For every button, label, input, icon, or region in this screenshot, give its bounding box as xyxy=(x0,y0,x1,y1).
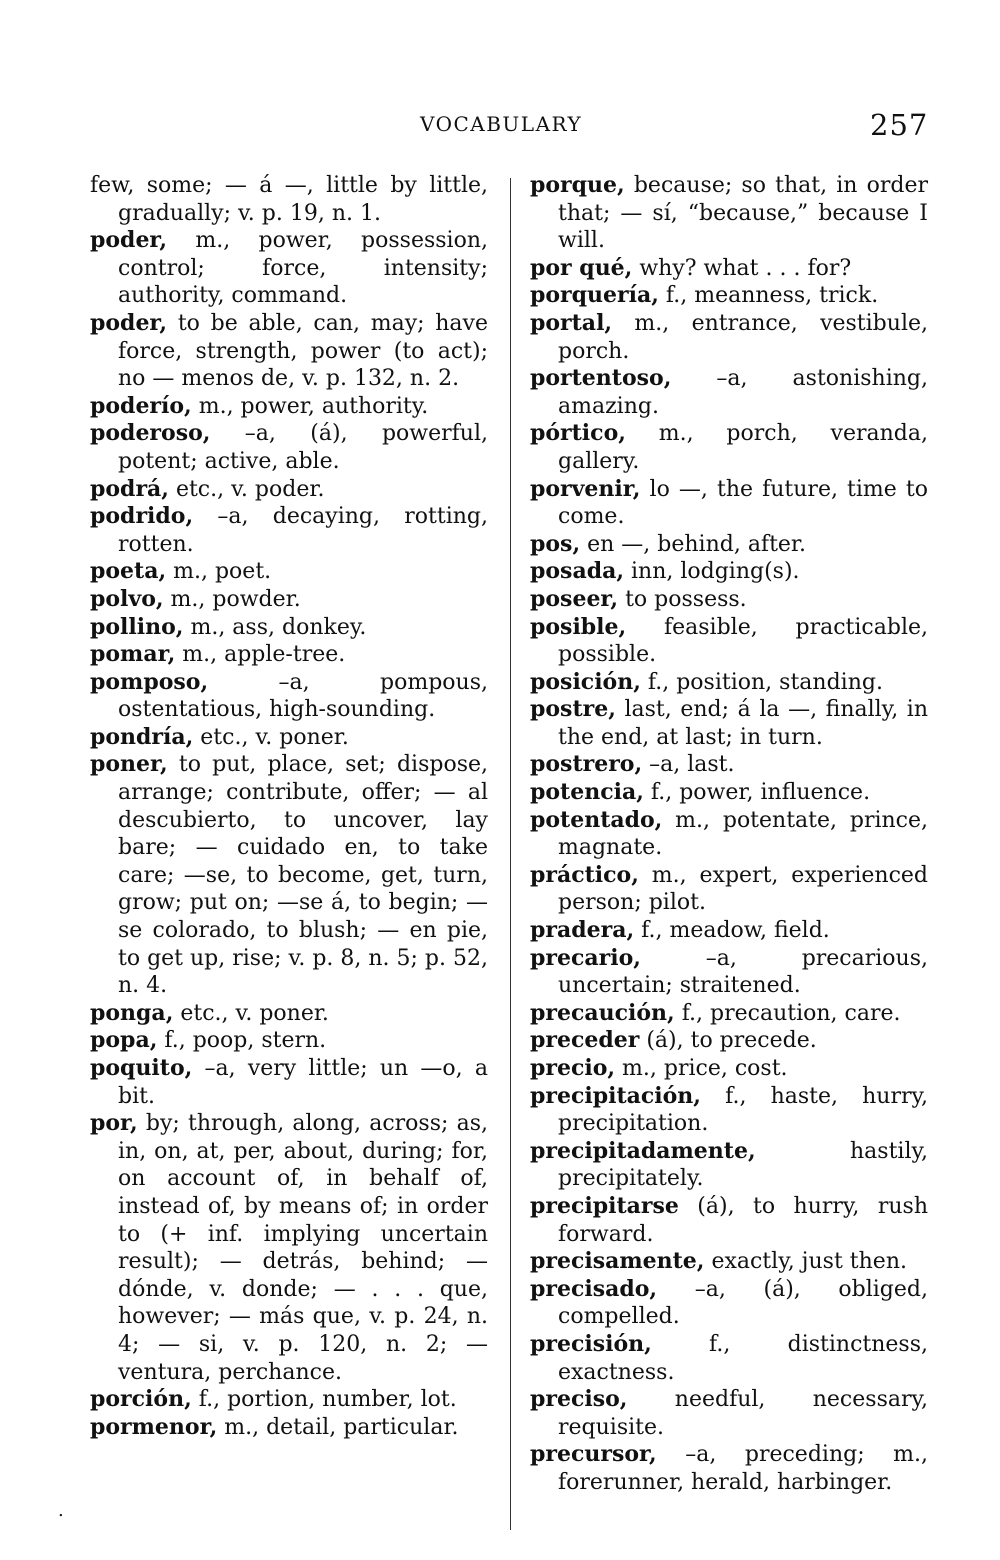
dictionary-entry xyxy=(90,476,488,504)
dictionary-entry xyxy=(530,1386,928,1441)
dictionary-entry xyxy=(530,1138,928,1193)
entry-headword: precipitadamente, xyxy=(530,1137,756,1164)
dictionary-entry xyxy=(90,724,488,752)
dictionary-entry xyxy=(530,945,928,1000)
entry-definition: f., meanness, trick. xyxy=(658,283,879,309)
entry-definition: –a, precarious, uncertain; straitened. xyxy=(558,945,928,999)
entry-headword: portentoso, xyxy=(530,365,672,392)
entry-definition: m., price, cost. xyxy=(615,1056,788,1081)
entry-definition: m., expert, experienced person; pilot. xyxy=(558,862,928,916)
entry-definition: f., precaution, care. xyxy=(674,1000,901,1026)
entry-headword: poder, xyxy=(90,309,168,336)
entry-definition: f., poop, stern. xyxy=(157,1028,327,1054)
entry-headword: poder, xyxy=(90,227,168,254)
dictionary-entry xyxy=(530,1248,928,1276)
entry-definition: by; through, along, across; as, in, on, at, per, about, during; for, on account of, in behalf of, instead of, by means of; in order to (+ inf. implying uncertain result); — detrás, behind; — dónde, v. donde; — . . . que, however; — más que, v. p. 24, n. 4; — si, v. p. 120, n. 2; — ventura, perchance. xyxy=(118,1111,488,1385)
running-head: VOCABULARY xyxy=(420,112,583,136)
dictionary-entry xyxy=(530,751,928,779)
entry-definition: –a, (á), obliged, compelled. xyxy=(558,1276,928,1330)
dictionary-entry xyxy=(90,420,488,475)
page-number: 257 xyxy=(870,108,929,142)
dictionary-entry xyxy=(90,172,488,227)
entry-definition: to put, place, set; dispose, arrange; contribute, offer; — al descubierto, to uncover, lay bare; — cuidado en, to take care; —se, to become, get, turn, grow; put on; —se á, to begin; —se colorado, to blush; — en pie, to get up, rise; v. p. 8, n. 5; p. 52, n. 4. xyxy=(118,752,488,999)
stray-mark: . xyxy=(58,1500,64,1521)
entry-headword: poderoso, xyxy=(90,420,211,447)
entry-headword: postrero, xyxy=(530,751,643,778)
dictionary-entry xyxy=(90,310,488,393)
entry-headword: poderío, xyxy=(90,392,192,419)
entry-definition: exactly, just then. xyxy=(704,1249,907,1275)
entry-definition: why? what . . . for? xyxy=(632,255,852,281)
dictionary-entry xyxy=(90,1055,488,1110)
entry-definition: few, some; — á —, little by little, gradually; v. p. 19, n. 1. xyxy=(90,173,488,226)
dictionary-entry xyxy=(530,172,928,255)
dictionary-entry xyxy=(90,1000,488,1028)
entry-definition: m., potentate, prince, magnate. xyxy=(558,807,928,861)
entry-headword: por, xyxy=(90,1110,138,1137)
dictionary-entry xyxy=(90,669,488,724)
dictionary-entry xyxy=(530,669,928,697)
entry-definition: (á), to hurry, rush forward. xyxy=(558,1193,928,1247)
entry-definition: m., ass, donkey. xyxy=(183,614,367,640)
entry-headword: precisamente, xyxy=(530,1248,705,1275)
entry-headword: preciso, xyxy=(530,1386,628,1413)
entry-headword: precursor, xyxy=(530,1441,657,1468)
dictionary-entry xyxy=(90,1027,488,1055)
dictionary-entry xyxy=(530,1193,928,1248)
dictionary-entry xyxy=(530,1331,928,1386)
entry-definition: –a, pompous, ostentatious, high-sounding. xyxy=(118,669,488,723)
dictionary-entry xyxy=(530,1000,928,1028)
entry-headword: pórtico, xyxy=(530,420,626,447)
entry-headword: podrá, xyxy=(90,475,169,502)
entry-definition: lo —, the future, time to come. xyxy=(558,476,928,530)
entry-headword: potencia, xyxy=(530,779,644,806)
dictionary-entry xyxy=(530,696,928,751)
entry-headword: porquería, xyxy=(530,282,659,309)
entry-definition: –a, astonishing, amazing. xyxy=(558,366,928,419)
dictionary-entry xyxy=(530,614,928,669)
dictionary-entry xyxy=(530,779,928,807)
entry-headword: precario, xyxy=(530,944,641,971)
entry-headword: pormenor, xyxy=(90,1413,218,1440)
entry-definition: –a, decaying, rotting, rotten. xyxy=(118,504,488,557)
left-column xyxy=(90,172,488,1441)
entry-definition: feasible, practicable, possible. xyxy=(558,614,928,668)
dictionary-entry xyxy=(90,503,488,558)
dictionary-entry xyxy=(530,420,928,475)
dictionary-entry xyxy=(90,641,488,669)
entry-definition: –a, very little; un —o, a bit. xyxy=(118,1056,488,1109)
entry-headword: pos, xyxy=(530,530,581,557)
entry-headword: precipitación, xyxy=(530,1082,701,1109)
entry-headword: podrido, xyxy=(90,503,194,530)
entry-definition: m., detail, particular. xyxy=(217,1414,459,1440)
entry-definition: last, end; á la —, finally, in the end, at last; in turn. xyxy=(558,697,928,750)
dictionary-entry xyxy=(90,1414,488,1442)
entry-definition: –a, preceding; m., forerunner, herald, harbinger. xyxy=(558,1442,928,1495)
entry-definition: –a, last. xyxy=(642,752,735,778)
entry-definition: f., power, influence. xyxy=(643,780,871,806)
entry-headword: popa, xyxy=(90,1027,158,1054)
entry-definition: m., entrance, vestibule, porch. xyxy=(558,310,928,364)
dictionary-entry xyxy=(90,1110,488,1386)
dictionary-entry xyxy=(90,751,488,999)
dictionary-entry xyxy=(530,558,928,586)
entry-headword: pradera, xyxy=(530,917,635,944)
entry-headword: ponga, xyxy=(90,999,174,1026)
entry-definition: (á), to precede. xyxy=(639,1028,817,1054)
entry-headword: portal, xyxy=(530,309,613,336)
entry-headword: pondría, xyxy=(90,723,194,750)
dictionary-entry xyxy=(530,310,928,365)
entry-definition: hastily, precipitately. xyxy=(558,1138,928,1192)
entry-headword: porción, xyxy=(90,1386,192,1413)
dictionary-entry xyxy=(530,531,928,559)
entry-definition: f., portion, number, lot. xyxy=(191,1387,457,1413)
entry-headword: precisión, xyxy=(530,1330,652,1357)
entry-definition: m., power, authority. xyxy=(191,393,429,419)
entry-headword: posición, xyxy=(530,668,641,695)
dictionary-entry xyxy=(530,1027,928,1055)
entry-definition: f., haste, hurry, precipitation. xyxy=(558,1083,928,1137)
dictionary-entry xyxy=(530,1276,928,1331)
entry-headword: poner, xyxy=(90,751,168,778)
entry-headword: por qué, xyxy=(530,254,633,281)
column-divider xyxy=(510,178,511,1530)
dictionary-entry xyxy=(530,586,928,614)
entry-definition: etc., v. poder. xyxy=(168,476,325,502)
dictionary-entry xyxy=(530,1083,928,1138)
entry-definition: m., power, possession, control; force, intensity; authority, command. xyxy=(118,228,488,309)
entry-headword: pomposo, xyxy=(90,668,209,695)
entry-headword: postre, xyxy=(530,696,616,723)
entry-headword: precisado, xyxy=(530,1275,658,1302)
entry-headword: poseer, xyxy=(530,585,619,612)
entry-headword: porvenir, xyxy=(530,475,641,502)
entry-definition: etc., v. poner. xyxy=(193,724,349,750)
entry-headword: práctico, xyxy=(530,861,639,888)
dictionary-entry xyxy=(90,393,488,421)
dictionary-entry xyxy=(530,1441,928,1496)
dictionary-entry xyxy=(90,558,488,586)
entry-definition: because; so that, in order that; — sí, “because,” because I will. xyxy=(558,173,928,254)
entry-definition: en —, behind, after. xyxy=(580,531,807,557)
entry-headword: polvo, xyxy=(90,585,164,612)
dictionary-entry xyxy=(90,227,488,310)
entry-headword: pollino, xyxy=(90,613,184,640)
entry-definition: to possess. xyxy=(618,586,747,612)
entry-headword: poquito, xyxy=(90,1055,193,1081)
dictionary-entry xyxy=(530,862,928,917)
dictionary-entry xyxy=(530,255,928,283)
dictionary-entry xyxy=(530,917,928,945)
entry-definition: to be able, can, may; have force, strength, power (to act); no — menos de, v. p. 132, n. 2. xyxy=(118,310,488,392)
dictionary-entry xyxy=(530,1055,928,1083)
entry-headword: precio, xyxy=(530,1055,616,1081)
entry-headword: porque, xyxy=(530,172,625,198)
entry-definition: inn, lodging(s). xyxy=(624,559,800,585)
entry-definition: f., meadow, field. xyxy=(634,918,830,944)
entry-headword: posada, xyxy=(530,558,624,585)
right-column xyxy=(530,172,928,1497)
dictionary-entry xyxy=(90,1386,488,1414)
entry-headword: precipitarse xyxy=(530,1192,679,1219)
dictionary-entry xyxy=(530,476,928,531)
entry-definition: needful, necessary, requisite. xyxy=(558,1387,928,1440)
entry-definition: m., apple-tree. xyxy=(175,642,346,668)
dictionary-entry xyxy=(90,614,488,642)
dictionary-entry xyxy=(530,807,928,862)
dictionary-entry xyxy=(530,282,928,310)
entry-headword: poeta, xyxy=(90,558,167,585)
entry-definition: m., porch, veranda, gallery. xyxy=(558,421,928,474)
dictionary-entry xyxy=(530,365,928,420)
entry-definition: f., position, standing. xyxy=(640,669,883,695)
entry-definition: etc., v. poner. xyxy=(173,1000,329,1026)
entry-headword: precaución, xyxy=(530,999,675,1026)
entry-definition: m., powder. xyxy=(163,586,301,612)
dictionary-entry xyxy=(90,586,488,614)
entry-definition: m., poet. xyxy=(166,559,272,585)
page-header xyxy=(0,108,1000,142)
entry-headword: preceder xyxy=(530,1027,640,1054)
entry-headword: pomar, xyxy=(90,641,176,668)
entry-headword: potentado, xyxy=(530,806,663,833)
entry-definition: f., distinctness, exactness. xyxy=(558,1331,928,1385)
entry-definition: –a, (á), powerful, potent; active, able. xyxy=(118,421,488,474)
entry-headword: posible, xyxy=(530,613,627,640)
